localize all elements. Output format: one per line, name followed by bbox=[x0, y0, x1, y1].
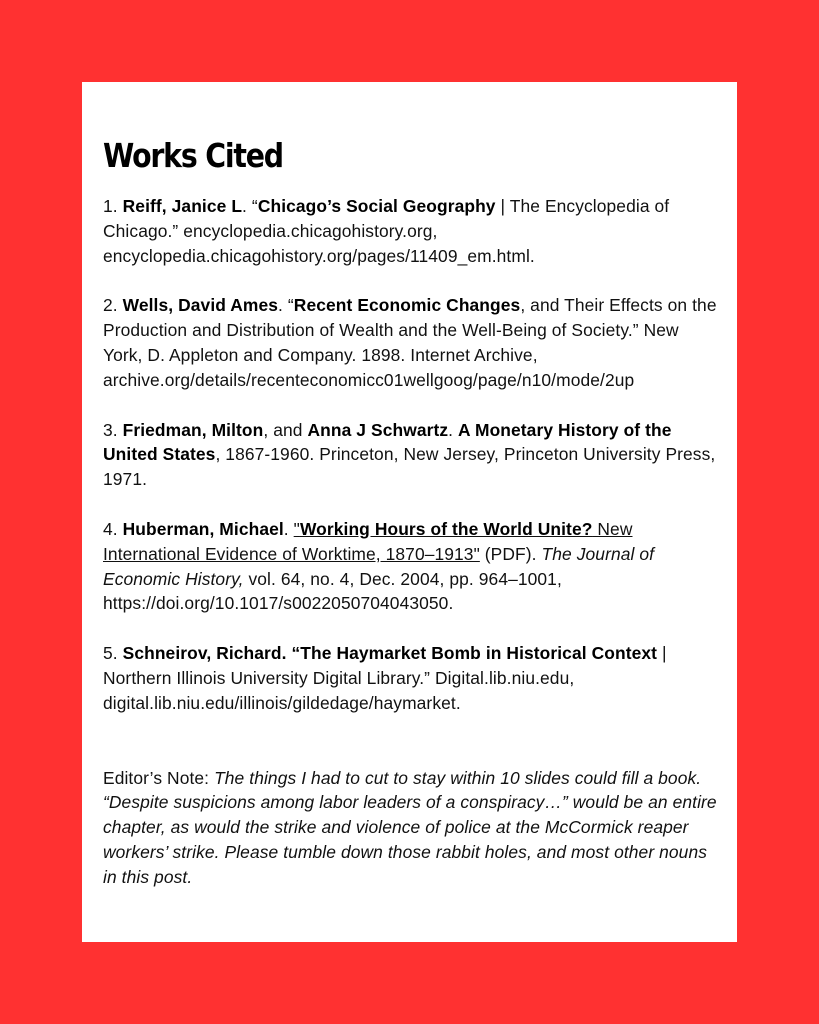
citation-punctuation: . “ bbox=[278, 295, 294, 316]
citation-punctuation: . bbox=[448, 419, 459, 440]
citation-1 bbox=[103, 194, 717, 268]
citation-author: Huberman, Michael bbox=[122, 518, 284, 539]
works-cited-card bbox=[82, 82, 737, 942]
page-title: Works Cited bbox=[103, 136, 283, 175]
editors-note bbox=[103, 766, 717, 890]
note-text: The things I had to cut to stay within 10 slides could fill a book. “Despite suspicions among labor leaders of a conspiracy…” would be an entire chapter, as would the strike and violence of police at the McCormick reaper workers’ strike. Please tumble down those rabbit holes, and most other nouns in this post. bbox=[103, 767, 717, 887]
citation-details: vol. 64, no. 4, Dec. 2004, pp. 964–1001, https://doi.org/10.1017/s0022050704043050. bbox=[103, 568, 562, 614]
citation-author: Wells, David Ames bbox=[122, 295, 279, 316]
citation-number: 5. bbox=[103, 643, 123, 664]
citation-number: 1. bbox=[103, 196, 123, 216]
link-title-bold: Working Hours of the World Unite? bbox=[299, 518, 593, 539]
citation-number: 2. bbox=[103, 295, 123, 316]
citation-number: 4. bbox=[103, 518, 123, 539]
note-label: Editor’s Note: bbox=[103, 767, 215, 788]
citation-conjunction: , and bbox=[263, 419, 308, 440]
citation-5 bbox=[103, 641, 717, 715]
citation-details: | The Encyclopedia of Chicago.” encyclopedia.chicagohistory.org, encyclopedia.chicagohistory.org/pages/11409_em.html. bbox=[103, 196, 670, 266]
citation-journal: The Journal of Economic History, bbox=[103, 543, 655, 589]
citation-author-2: Anna J Schwartz bbox=[307, 419, 449, 440]
link-quote: " bbox=[293, 518, 300, 539]
citation-4 bbox=[103, 517, 717, 616]
citation-3 bbox=[103, 418, 717, 492]
citation-title: A Monetary History of the United States bbox=[103, 419, 672, 465]
citation-author: Friedman, Milton bbox=[122, 419, 264, 440]
citation-title: Recent Economic Changes bbox=[293, 295, 521, 316]
citation-details: , 1867-1960. Princeton, New Jersey, Princeton University Press, 1971. bbox=[103, 444, 716, 490]
citation-punctuation: . bbox=[283, 518, 294, 539]
citation-author-title: Schneirov, Richard. “The Haymarket Bomb in Historical Context bbox=[122, 643, 658, 664]
citation-details: , and Their Effects on the Production and Distribution of Wealth and the Well-Being of Society.” New York, D. Appleton and Company. 1898. Internet Archive, archive.org/details/recenteconomicc01wellgoog/page/n10/mode/2up bbox=[103, 295, 717, 390]
citation-title: Chicago’s Social Geography bbox=[257, 196, 496, 216]
citation-2 bbox=[103, 293, 717, 392]
citation-punctuation: . “ bbox=[242, 196, 258, 216]
link-title-rest: New International Evidence of Worktime, 1870–1913" bbox=[103, 518, 633, 564]
citation-details: | Northern Illinois University Digital Library.” Digital.lib.niu.edu, digital.lib.niu.edu/illinois/gildedage/haymarket. bbox=[103, 643, 667, 713]
citation-format: (PDF). bbox=[479, 543, 542, 564]
citation-author: Reiff, Janice L bbox=[122, 196, 243, 216]
citation-number: 3. bbox=[103, 419, 123, 440]
